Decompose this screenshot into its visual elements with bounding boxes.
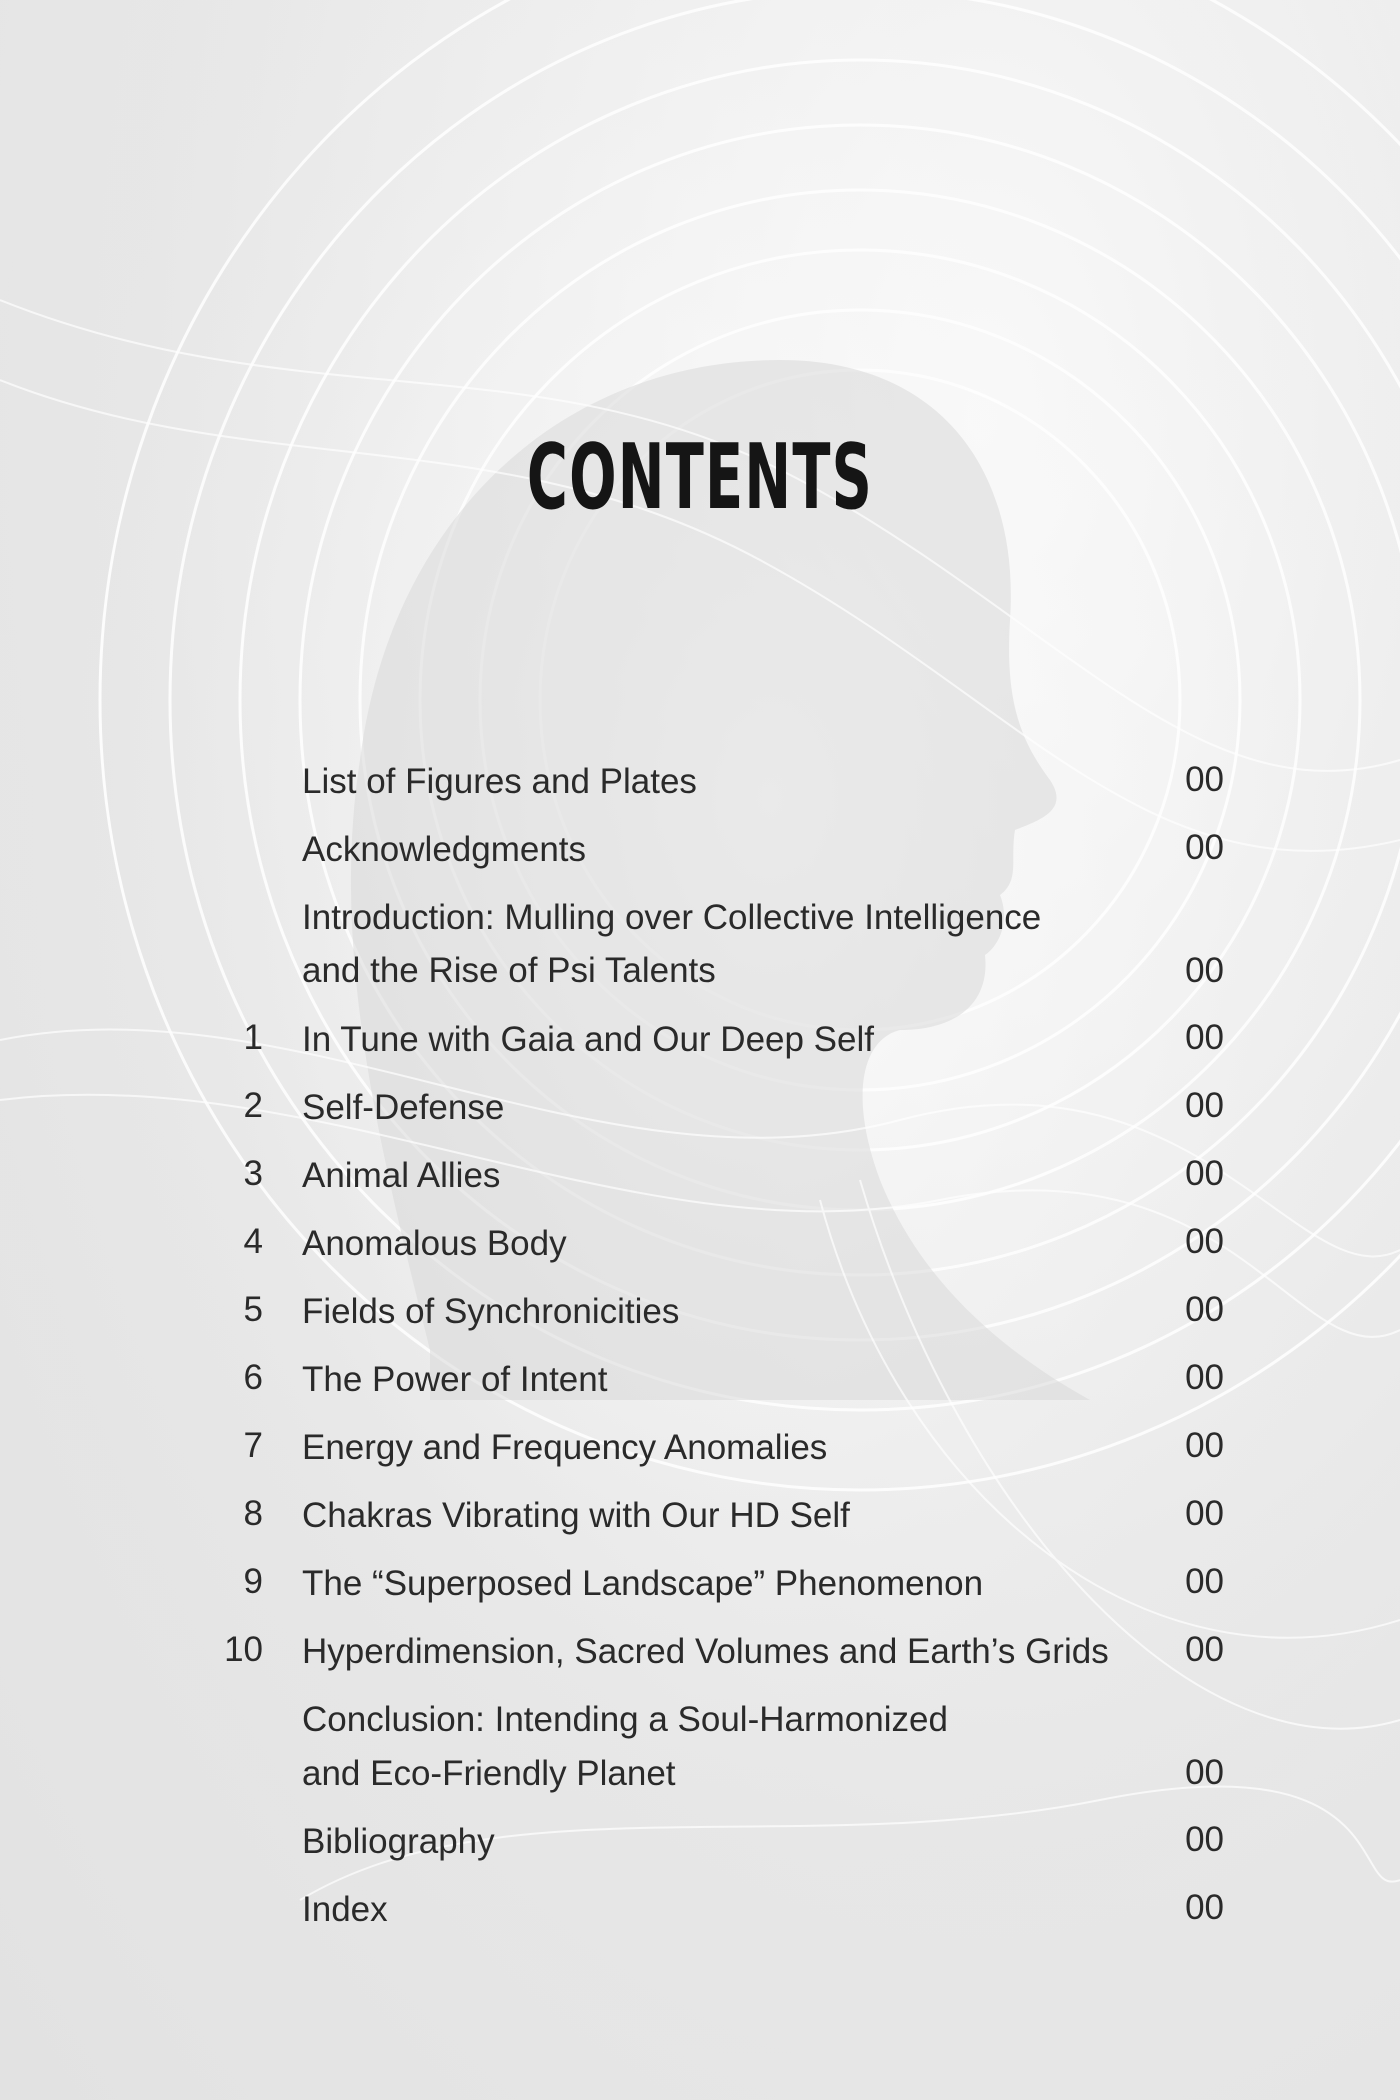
toc-entry-title: Energy and Frequency Anomalies <box>302 1428 828 1467</box>
toc-entry-page: 00 <box>1185 1426 1224 1465</box>
toc-entry-page: 00 <box>1185 1222 1224 1261</box>
toc-entry-title: Bibliography <box>302 1822 495 1861</box>
toc-entry-number: 4 <box>243 1222 263 1261</box>
toc-entry-title: Chakras Vibrating with Our HD Self <box>302 1496 850 1535</box>
toc-entry-page: 00 <box>1185 1018 1224 1057</box>
toc-entry-page: 00 <box>1185 1154 1224 1193</box>
toc-entry-page: 00 <box>1185 1753 1224 1792</box>
toc-entry-page: 00 <box>1185 1086 1224 1125</box>
toc-entry-title: The “Superposed Landscape” Phenomenon <box>302 1564 984 1603</box>
toc-entry-page: 00 <box>1185 1630 1224 1669</box>
toc-entry-title: Acknowledgments <box>302 830 587 869</box>
toc-entry-number: 3 <box>243 1154 263 1193</box>
toc-entry-number: 7 <box>243 1426 263 1465</box>
toc-entry-page: 00 <box>1185 828 1224 867</box>
toc-entry-page: 00 <box>1185 1820 1224 1859</box>
toc-entry-title-continued: and Eco-Friendly Planet <box>302 1754 676 1793</box>
toc-entry-number: 2 <box>243 1086 263 1125</box>
toc-entry-number: 10 <box>224 1630 263 1669</box>
toc-entry-conclusion[interactable] <box>0 1693 1400 1803</box>
toc-entry-introduction[interactable] <box>0 891 1400 1001</box>
toc-entry-index[interactable] <box>0 1883 1400 1993</box>
toc-entry-page: 00 <box>1185 760 1224 799</box>
toc-entry-title: In Tune with Gaia and Our Deep Self <box>302 1020 874 1059</box>
toc-entry-title: Index <box>302 1890 388 1929</box>
toc-entry-title: List of Figures and Plates <box>302 762 697 801</box>
toc-entry-title-continued: and the Rise of Psi Talents <box>302 951 716 990</box>
toc-entry-title: Introduction: Mulling over Collective Intelligence <box>302 898 1042 937</box>
toc-entry-title: Animal Allies <box>302 1156 501 1195</box>
toc-entry-number: 6 <box>243 1358 263 1397</box>
contents-heading: CONTENTS <box>526 425 874 530</box>
toc-entry-page: 00 <box>1185 1562 1224 1601</box>
toc-entry-number: 5 <box>243 1290 263 1329</box>
toc-entry-page: 00 <box>1185 1888 1224 1927</box>
toc-entry-title: Hyperdimension, Sacred Volumes and Earth’s Grids <box>302 1632 1109 1671</box>
toc-entry-page: 00 <box>1185 1358 1224 1397</box>
toc-entry-number: 9 <box>243 1562 263 1601</box>
toc-entry-title: Conclusion: Intending a Soul-Harmonized <box>302 1700 948 1739</box>
toc-entry-title: Self-Defense <box>302 1088 505 1127</box>
toc-entry-title: Fields of Synchronicities <box>302 1292 680 1331</box>
toc-entry-title: Anomalous Body <box>302 1224 567 1263</box>
toc-entry-number: 1 <box>243 1018 263 1057</box>
toc-entry-page: 00 <box>1185 951 1224 990</box>
toc-entry-number: 8 <box>243 1494 263 1533</box>
toc-entry-page: 00 <box>1185 1290 1224 1329</box>
toc-entry-page: 00 <box>1185 1494 1224 1533</box>
toc-entry-title: The Power of Intent <box>302 1360 608 1399</box>
